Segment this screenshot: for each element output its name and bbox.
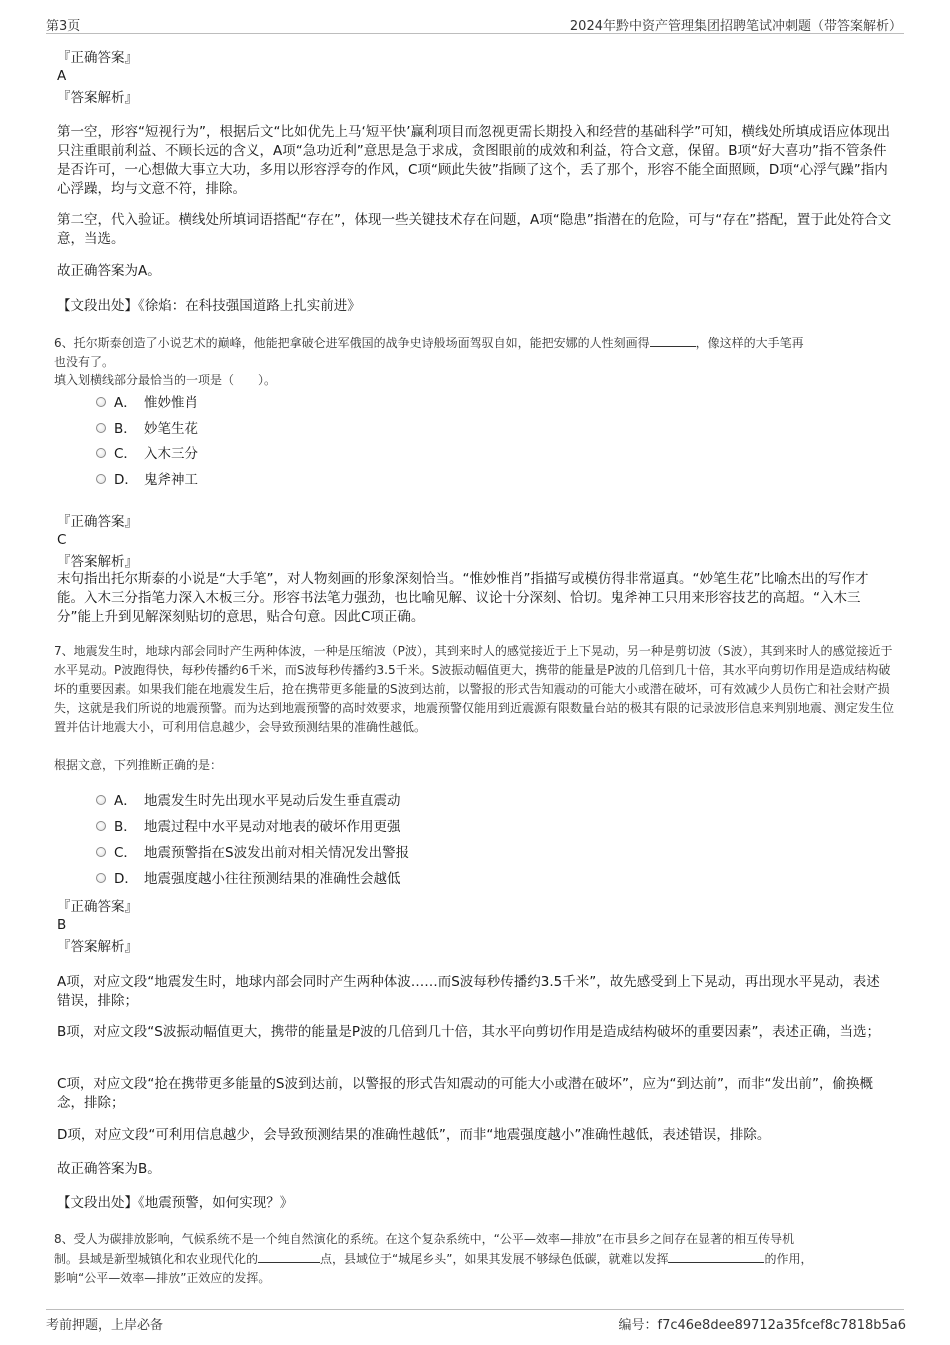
header-divider [46, 33, 904, 34]
blank-line [668, 1249, 764, 1263]
option-a[interactable]: A． 惟妙惟肖 [96, 394, 198, 413]
option-b[interactable]: B． 妙笔生花 [96, 420, 198, 439]
radio-icon[interactable] [96, 821, 106, 831]
radio-icon[interactable] [96, 795, 106, 805]
radio-icon[interactable] [96, 397, 106, 407]
radio-icon[interactable] [96, 423, 106, 433]
option-a[interactable]: A． 地震发生时先出现水平晃动后发生垂直震动 [96, 792, 401, 811]
analysis-conclusion: 故正确答案为A。 [57, 263, 161, 279]
footer-slogan: 考前押题，上岸必备 [46, 1318, 164, 1333]
document-title: 2024年黔中资产管理集团招聘笔试冲刺题（带答案解析） [569, 19, 902, 34]
page-number: 第3页 [46, 19, 81, 34]
analysis-paragraph: 第一空，形容“短视行为”，根据后文“比如优先上马‘短平快’赢利项目而忽视更需长期投入和经营的基础科学”可知，横线处所填成语应体现出只注重眼前利益、不顾长远的含义，A项“急功近利”意思是急于求成，贪图眼前的成效和利益，符合文意，保留。B项“好大喜功”指不管条件是否许可，一心想做大事立大功，多用以形容浮夸的作风，C项“顾此失彼”指顾了这个，丢了那个，形容不能全面照顾，D项“心浮气躁”指内心浮躁，均与文意不符，排除。 [57, 124, 891, 197]
analysis-paragraph: 末句指出托尔斯泰的小说是“大手笔”，对人物刻画的形象深刻恰当。“惟妙惟肖”指描写或模仿得非常逼真。“妙笔生花”比喻杰出的写作才能。入木三分指笔力深入木板三分。形容书法笔力强劲，也比喻见解、议论十分深刻、恰切。鬼斧神工只用来形容技艺的高超。“入木三分”能上升到见解深刻贴切的意思，贴合句意。因此C项正确。 [57, 571, 869, 625]
document-id: 编号：f7c46e8dee89712a35fcef8c7818b5a6 [618, 1318, 906, 1333]
option-d[interactable]: D． 地震强度越小往往预测结果的准确性会越低 [96, 870, 401, 889]
radio-icon[interactable] [96, 448, 106, 458]
answer-label: 『正确答案』 [57, 514, 138, 530]
analysis-paragraph: D项，对应文段“可利用信息越少，会导致预测结果的准确性越低”，而非“地震强度越小”准确性越低，表述错误，排除。 [57, 1127, 771, 1143]
analysis-label: 『答案解析』 [57, 90, 138, 106]
answer-label: 『正确答案』 [57, 50, 138, 66]
answer-label: 『正确答案』 [57, 899, 138, 915]
text-source: 【文段出处】《徐焰：在科技强国道路上扎实前进》 [57, 298, 361, 314]
option-c[interactable]: C． 地震预警指在S波发出前对相关情况发出警报 [96, 844, 409, 863]
footer-divider [46, 1309, 904, 1310]
question-8-text: 8、受人为碳排放影响，气候系统不是一个纯自然演化的系统。在这个复杂系统中，“公平—效率—排放”在市县乡之间存在显著的相互传导机 制。县域是新型城镇化和农业现代化的 点，县域位于“城尾乡头”，如果其发展不够绿色低碳，就难以发挥 的作用， 影响“公平—效率—排放”正效应的发挥。 [54, 1232, 813, 1285]
option-c[interactable]: C． 入木三分 [96, 445, 198, 464]
analysis-paragraph: C项，对应文段“抢在携带更多能量的S波到达前，以警报的形式告知震动的可能大小或潜在破坏”，应为“到达前”，而非“发出前”，偷换概念，排除； [57, 1076, 873, 1111]
option-d[interactable]: D． 鬼斧神工 [96, 471, 198, 490]
blank-line [650, 333, 696, 347]
answer-value: B [57, 917, 67, 933]
radio-icon[interactable] [96, 847, 106, 857]
option-b[interactable]: B． 地震过程中水平晃动对地表的破坏作用更强 [96, 818, 401, 837]
analysis-label: 『答案解析』 [57, 939, 138, 955]
analysis-paragraph: B项，对应文段“S波振动幅值更大，携带的能量是P波的几倍到几十倍，其水平向剪切作用是造成结构破坏的重要因素”，表述正确，当选； [57, 1024, 880, 1040]
question-6-text: 6、托尔斯泰创造了小说艺术的巅峰，他能把拿破仑进军俄国的战争史诗般场面驾驭自如，能把安娜的人性刻画得 ，像这样的大手笔再 也没有了。 [54, 333, 894, 372]
question-6-prompt: 填入划横线部分最恰当的一项是（ ）。 [54, 373, 277, 387]
blank-line [258, 1249, 320, 1263]
analysis-conclusion: 故正确答案为B。 [57, 1161, 161, 1177]
question-7-prompt: 根据文意，下列推断正确的是： [54, 758, 223, 772]
text-source: 【文段出处】《地震预警，如何实现？》 [57, 1195, 294, 1211]
answer-value: A [57, 68, 67, 84]
answer-value: C [57, 532, 67, 548]
question-7-text: 7、地震发生时，地球内部会同时产生两种体波，一种是压缩波（P波），其到来时人的感觉接近于上下晃动，另一种是剪切波（S波），其到来时人的感觉接近于水平晃动。P波跑得快，每秒传播约6千米，而S波每秒传播约3.5千米。S波振动幅值更大，携带的能量是P波的几倍到几十倍，其水平向剪切作用是造成结构破坏的重要因素。如果我们能在地震发生后，抢在携带更多能量的S波到达前，以警报的形式告知震动的可能大小或潜在破坏，可有效减少人员伤亡和社会财产损失，这就是我们所说的地震预警。而为达到地震预警的高时效要求，地震预警仅能用到近震源有限数量台站的极其有限的记录波形信息来判别地震、测定发生位置并估计地震大小，可利用信息越少，会导致预测结果的准确性越低。 [54, 644, 895, 734]
analysis-paragraph: 第二空，代入验证。横线处所填词语搭配“存在”，体现一些关键技术存在问题，A项“隐患”指潜在的危险，可与“存在”搭配，置于此处符合文意，当选。 [57, 212, 892, 247]
analysis-label: 『答案解析』 [57, 554, 138, 570]
analysis-paragraph: A项，对应文段“地震发生时，地球内部会同时产生两种体波……而S波每秒传播约3.5千米”，故先感受到上下晃动，再出现水平晃动，表述错误，排除； [57, 974, 880, 1009]
radio-icon[interactable] [96, 474, 106, 484]
radio-icon[interactable] [96, 873, 106, 883]
